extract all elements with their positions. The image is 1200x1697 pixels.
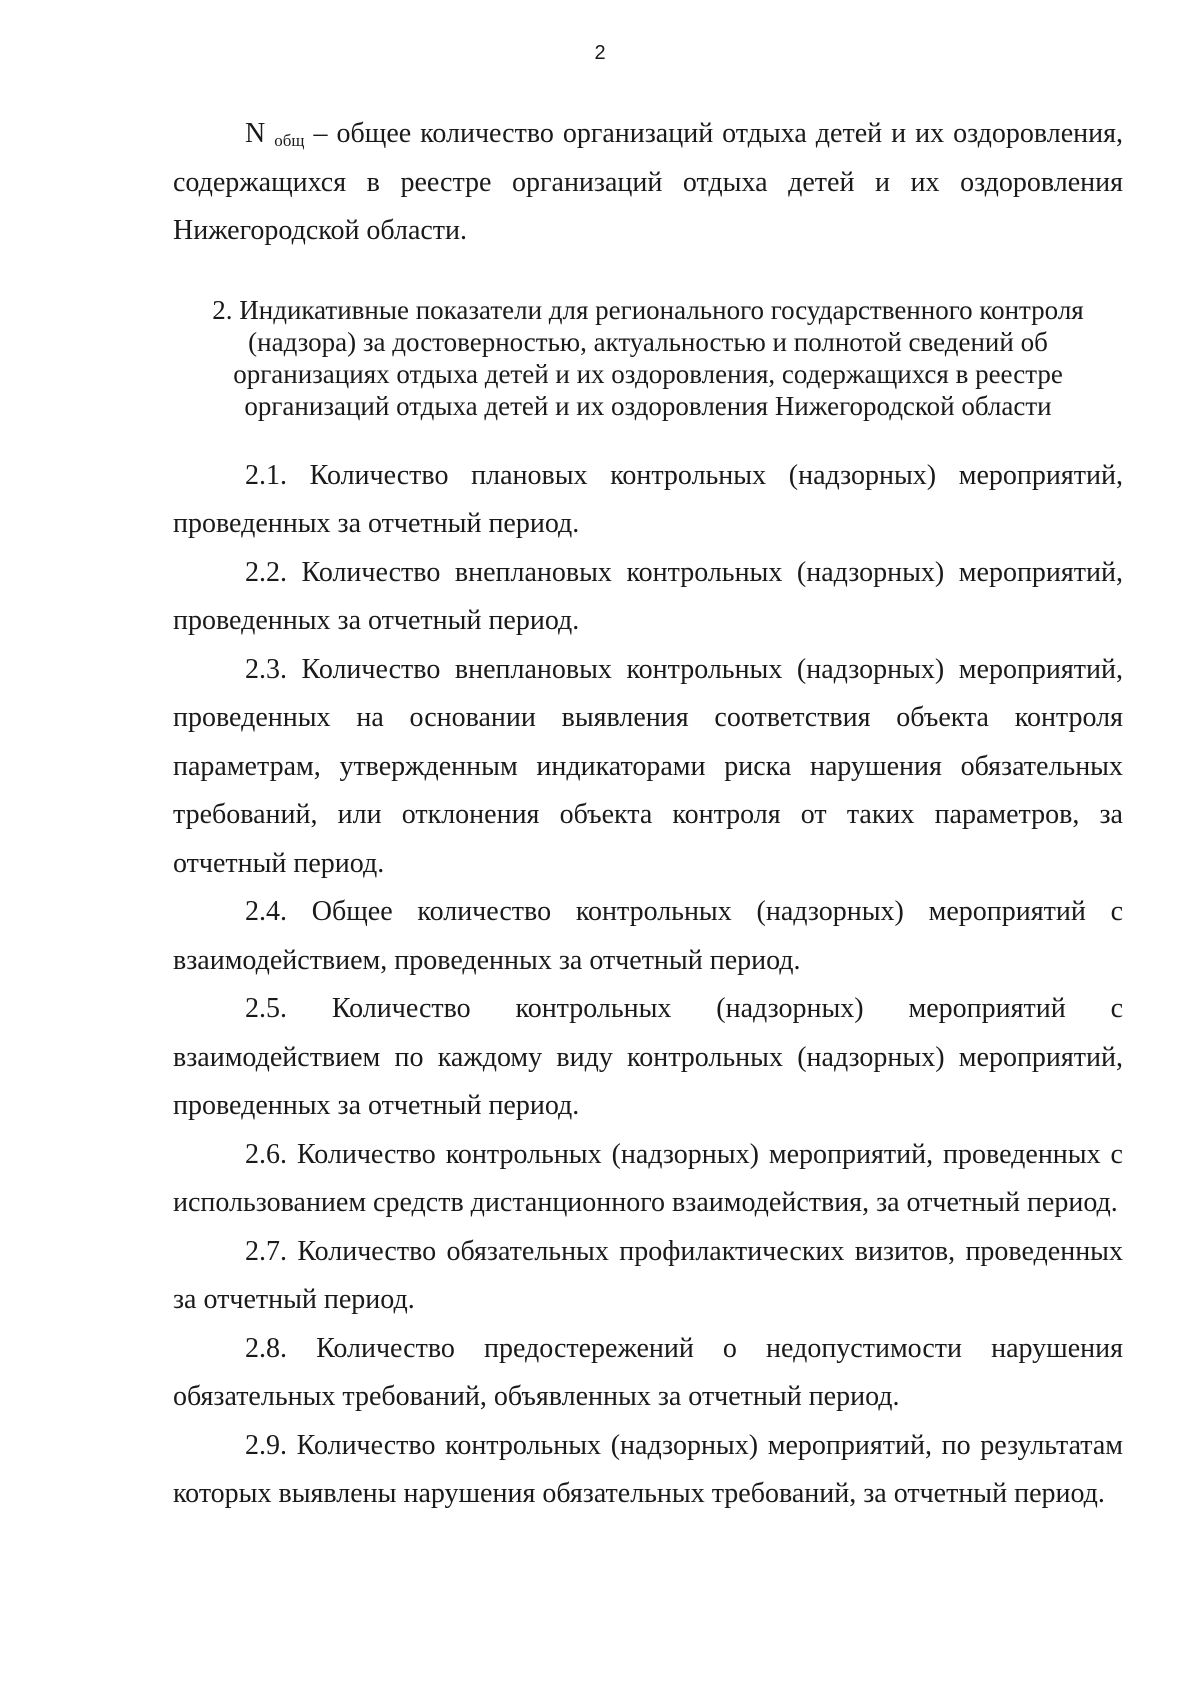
- intro-paragraph: [173, 110, 1123, 256]
- item-2-9: 2.9. Количество контрольных (надзорных) мероприятий, по результатам которых выявлены нарушения обязательных требований, за отчетный период.: [173, 1429, 1123, 1509]
- item-2-1: 2.1. Количество плановых контрольных (надзорных) мероприятий, проведенных за отчетный период.: [173, 459, 1123, 539]
- item-2-3: 2.3. Количество внеплановых контрольных (надзорных) мероприятий, проведенных на основании выявления соответствия объекта контроля параметрам, утвержденным индикаторами риска нарушения обязательных требований, или отклонения объекта контроля от таких параметров, за отчетный период.: [173, 653, 1123, 879]
- item-2-7: 2.7. Количество обязательных профилактических визитов, проведенных за отчетный период.: [173, 1235, 1123, 1315]
- intro-subscript: общ: [274, 131, 305, 150]
- document-body: [173, 110, 1123, 1519]
- item-2-4: 2.4. Общее количество контрольных (надзорных) мероприятий с взаимодействием, проведенных за отчетный период.: [173, 896, 1123, 976]
- item-2-2: 2.2. Количество внеплановых контрольных (надзорных) мероприятий, проведенных за отчетный период.: [173, 556, 1123, 636]
- intro-symbol: N: [245, 118, 266, 149]
- page-number: 2: [594, 42, 606, 64]
- item-2-6: 2.6. Количество контрольных (надзорных) мероприятий, проведенных с использованием средств дистанционного взаимодействия, за отчетный период.: [173, 1138, 1123, 1218]
- intro-text: – общее количество организаций отдыха детей и их оздоровления, содержащихся в реестре организаций отдыха детей и их оздоровления Нижегородской области.: [173, 118, 1124, 246]
- item-2-5: 2.5. Количество контрольных (надзорных) мероприятий с взаимодействием по каждому виду контрольных (надзорных) мероприятий, проведенных за отчетный период.: [173, 993, 1123, 1121]
- item-2-8: 2.8. Количество предостережений о недопустимости нарушения обязательных требований, объявленных за отчетный период.: [173, 1332, 1123, 1412]
- section-heading: 2. Индикативные показатели для регионального государственного контроля (надзора) за достоверностью, актуальностью и полнотой сведений об организациях отдыха детей и их оздоровления, содержащихся в реестре организаций отдыха детей и их оздоровления Нижегородской области: [212, 294, 1084, 421]
